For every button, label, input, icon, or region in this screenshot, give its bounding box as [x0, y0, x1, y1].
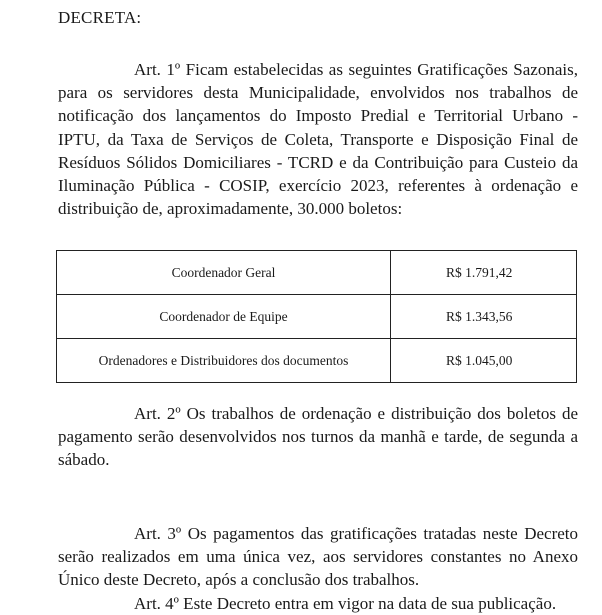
gratification-table — [56, 250, 577, 383]
role-cell: Coordenador Geral — [57, 251, 391, 295]
role-cell: Coordenador de Equipe — [57, 295, 391, 339]
decree-heading: DECRETA: — [58, 8, 142, 27]
article-2: Art. 2º Os trabalhos de ordenação e distribuição dos boletos de pagamento serão desenvolvidos nos turnos da manhã e tarde, de segunda a sábado. — [58, 404, 578, 470]
article-1: Art. 1º Ficam estabelecidas as seguintes Gratificações Sazonais, para os servidores desta Municipalidade, envolvidos nos trabalhos de notificação dos lançamentos do Imposto Predial e Territorial Urbano - IPTU, da Taxa de Serviços de Coleta, Transporte e Disposição Final de Resíduos Sólidos Domiciliares - TCRD e da Contribuição para Custeio da Iluminação Pública - COSIP, exercício 2023, referentes à ordenação e distribuição de, aproximadamente, 30.000 boletos: — [58, 60, 578, 219]
value-cell: R$ 1.343,56 — [391, 295, 577, 339]
table-row — [57, 251, 577, 295]
article-4: Art. 4º Este Decreto entra em vigor na data de sua publicação. — [134, 594, 557, 613]
value-cell: R$ 1.045,00 — [391, 339, 577, 383]
article-3: Art. 3º Os pagamentos das gratificações tratadas neste Decreto serão realizados em uma única vez, aos servidores constantes no Anexo Único deste Decreto, após a conclusão dos trabalhos. — [58, 524, 578, 590]
value-cell: R$ 1.791,42 — [391, 251, 577, 295]
table-row — [57, 295, 577, 339]
role-cell: Ordenadores e Distribuidores dos documentos — [57, 339, 391, 383]
table-row — [57, 339, 577, 383]
